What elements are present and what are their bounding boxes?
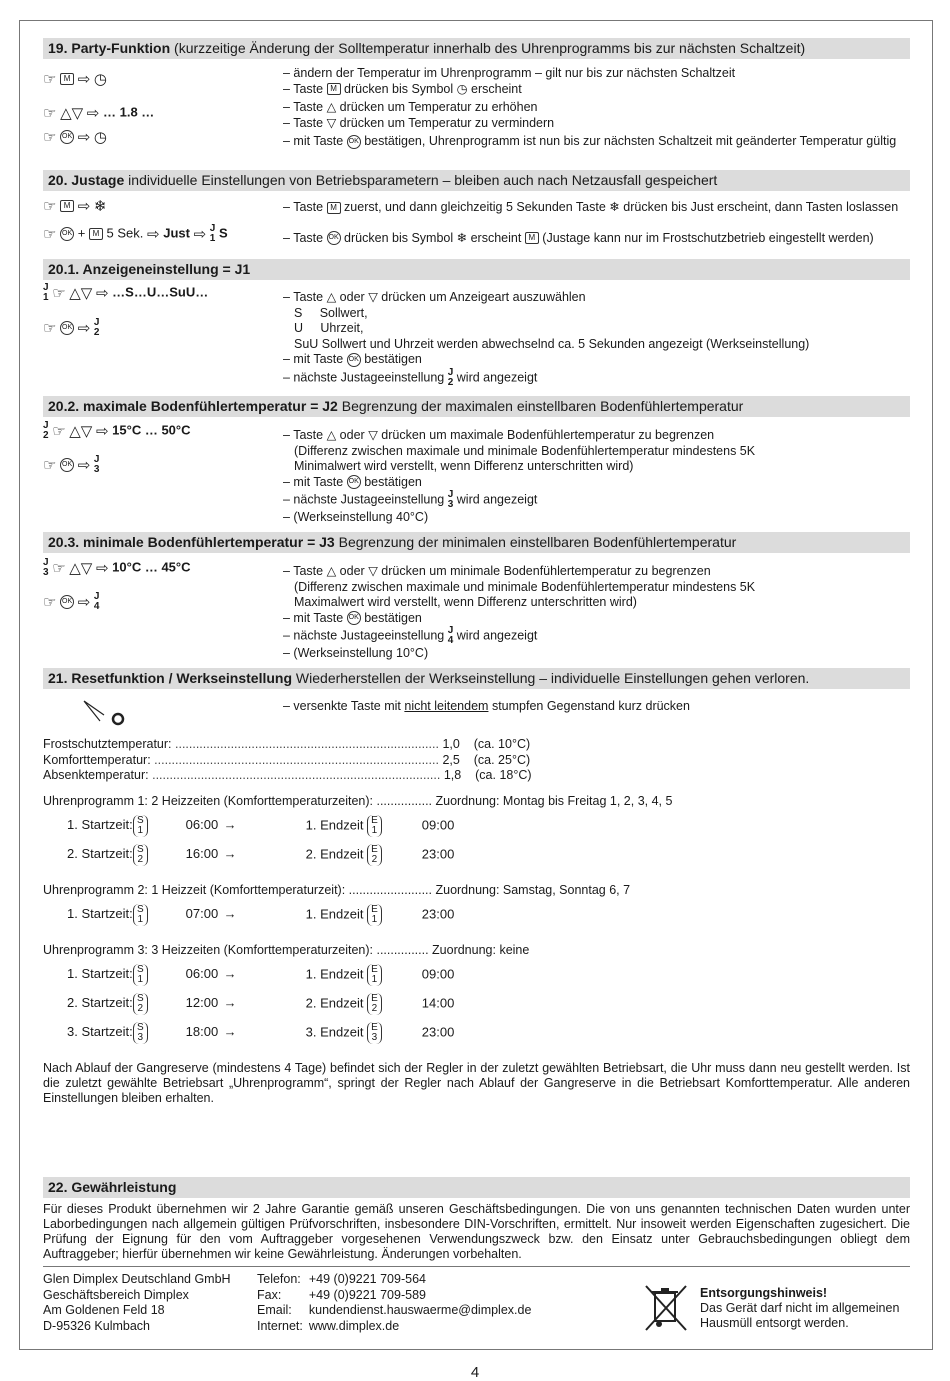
- s20-seq-1: [43, 197, 106, 215]
- clock-icon: ◷: [93, 129, 107, 146]
- start-symbol: S 1: [133, 964, 148, 986]
- temperature-row: Komforttemperatur: .................................................................................. 2,5 (ca. 25°C): [43, 752, 531, 767]
- disposal-note: Entsorgungshinweis! Das Gerät darf nicht im allgemeinen Hausmüll entsorgt werden.: [700, 1286, 900, 1330]
- default-temperatures: [43, 737, 532, 784]
- plus-key-icon: △: [326, 564, 337, 578]
- j2-indicator: J 2: [447, 366, 454, 388]
- time-row: 1. Startzeit: S 1 06:00 → 1. Endzeit E 1 09:00: [67, 815, 455, 836]
- ok-key-icon: OK: [347, 353, 361, 367]
- s201-desc: – Taste △ oder ▽ drücken um Anzeigeart auszuwählen S Sollwert, U Uhrzeit, SuU Sollwert und Uhrzeit werden abwechselnd ca. 5 Sekunden angezeigt (Werkseinstellung) – mit Taste OK bestätigen – nächste Justageeinstellung J 2 wird angezeigt: [283, 290, 810, 388]
- start-symbol: S 3: [133, 1022, 148, 1044]
- j2-indicator: J 2: [43, 420, 49, 441]
- m-key-icon: M: [327, 83, 341, 95]
- end-symbol: E 1: [367, 904, 382, 926]
- j1-indicator: J 1: [209, 223, 216, 244]
- arrow-right-icon: ⇨: [147, 226, 160, 243]
- section-20-2-header: 20.2. maximale Bodenfühlertemperatur = J2 Begrenzung der maximalen einstellbaren Bodenfühlertemperatur: [43, 396, 910, 417]
- j3-indicator: J 3: [93, 454, 100, 475]
- ok-key-icon: OK: [327, 231, 341, 245]
- j4-indicator: J 4: [93, 591, 100, 612]
- footer-divider: [43, 1266, 910, 1267]
- ok-key-icon: OK: [60, 130, 74, 144]
- section-20-header: 20. Justage individuelle Einstellungen von Betriebsparametern – bleiben auch nach Netzausfall gespeichert: [43, 170, 910, 191]
- arrow-right-icon: ⇨: [77, 129, 91, 146]
- ok-key-icon: OK: [60, 458, 74, 472]
- j3-indicator: J 3: [43, 557, 49, 578]
- page-number: 4: [470, 1364, 480, 1381]
- time-row: 1. Startzeit: S 1 06:00 → 1. Endzeit E 1 09:00: [67, 964, 455, 985]
- plus-key-icon: △: [326, 290, 337, 304]
- arrow-right-icon: ⇨: [95, 285, 109, 302]
- s20-desc: – Taste M zuerst, und dann gleichzeitig 5 Sekunden Taste ❄ drücken bis Just erscheint, dann Tasten loslassen – Taste OK drücken bis Symbol ❄ erscheint M (Justage kann nur im Frostschutzbetrieb eingestellt werden): [283, 200, 899, 245]
- hand-pointer-icon: ☞: [43, 226, 57, 243]
- j1-indicator: J 1: [43, 282, 49, 303]
- snowflake-icon: ❄: [456, 230, 468, 245]
- plus-minus-keys-icon: △▽: [69, 285, 93, 302]
- ok-key-icon: OK: [60, 321, 74, 335]
- section-22-header: 22. Gewährleistung: [43, 1177, 910, 1198]
- plus-minus-keys-icon: △▽: [60, 105, 84, 122]
- minus-key-icon: ▽: [368, 564, 378, 578]
- arrow-right-icon: ⇨: [95, 423, 109, 440]
- m-key-icon: M: [89, 228, 103, 240]
- arrow-icon: →: [223, 966, 237, 982]
- j4-indicator: J 4: [447, 625, 454, 646]
- hand-pointer-icon: ☞: [43, 71, 57, 88]
- arrow-right-icon: ⇨: [77, 594, 91, 611]
- section-21-header: 21. Resetfunktion / Werkseinstellung Wiederherstellen der Werkseinstellung – individuelle Einstellungen gehen verloren.: [43, 668, 910, 689]
- section-20-3-header: 20.3. minimale Bodenfühlertemperatur = J3 Begrenzung der minimalen einstellbaren Bodenfühlertemperatur: [43, 532, 910, 553]
- s19-seq-1: [43, 70, 107, 88]
- minus-key-icon: ▽: [326, 115, 337, 130]
- start-symbol: S 2: [133, 844, 148, 866]
- time-row: 3. Startzeit: S 3 18:00 → 3. Endzeit E 3 23:00: [67, 1022, 455, 1043]
- footer-address: Glen Dimplex Deutschland GmbH Geschäftsbereich Dimplex Am Goldenen Feld 18 D-95326 Kulmbach: [43, 1272, 231, 1333]
- reset-tool-icon: [80, 697, 130, 729]
- temperature-row: Absenktemperatur: ................................................................................... 1,8 (ca. 18°C): [43, 768, 532, 782]
- end-symbol: E 2: [367, 993, 382, 1015]
- m-key-icon: M: [60, 200, 74, 212]
- plus-key-icon: △: [326, 100, 337, 114]
- clock-icon: ◷: [93, 71, 107, 88]
- temperature-row: Frostschutztemperatur: ............................................................................ 1,0 (ca. 10°C): [43, 737, 531, 751]
- m-key-icon: M: [60, 73, 74, 85]
- ok-key-icon: OK: [347, 475, 361, 489]
- hand-pointer-icon: ☞: [52, 423, 66, 440]
- s202-seq-1: J 2 ☞ △▽ ⇨ 15°C … 50°C: [43, 420, 191, 441]
- snowflake-icon: ❄: [93, 198, 107, 215]
- m-key-icon: M: [525, 232, 539, 244]
- s201-seq-1: J 1 ☞ △▽ ⇨ …S…U…SuU…: [43, 282, 209, 303]
- hand-pointer-icon: ☞: [43, 105, 57, 122]
- email-link[interactable]: kundendienst.hauswaerme@dimplex.de: [308, 1303, 532, 1317]
- s203-seq-1: J 3 ☞ △▽ ⇨ 10°C … 45°C: [43, 557, 191, 578]
- hand-pointer-icon: ☞: [43, 457, 57, 474]
- end-symbol: E 2: [367, 844, 382, 866]
- footer-contact: Telefon: +49 (0)9221 709-564 Fax: +49 (0)9221 709-589 Email: kundendienst.hauswaerme@dimplex.de Internet: www.dimplex.de: [257, 1272, 537, 1334]
- arrow-right-icon: ⇨: [77, 71, 91, 88]
- hand-pointer-icon: ☞: [43, 594, 57, 611]
- program-1-head: Uhrenprogramm 1: 2 Heizzeiten (Komforttemperaturzeiten): ................ Zuordnung: Montag bis Freitag 1, 2, 3, 4, 5: [43, 794, 673, 808]
- time-row: 2. Startzeit: S 2 16:00 → 2. Endzeit E 2 23:00: [67, 844, 455, 865]
- s19-desc: – ändern der Temperatur im Uhrenprogramm – gilt nur bis zur nächsten Schaltzeit – Taste M drücken bis Symbol ◷ erscheint – Taste △ drücken um Temperatur zu erhöhen – Taste ▽ drücken um Temperatur zu vermindern – mit Taste OK bestätigen, Uhrenprogramm ist nun bis zur nächsten Schaltzeit mit geänderter Temperatur gültig: [283, 66, 897, 148]
- website-link[interactable]: www.dimplex.de: [308, 1318, 400, 1333]
- start-symbol: S 2: [133, 993, 148, 1015]
- snowflake-icon: ❄: [609, 200, 620, 214]
- start-symbol: S 1: [133, 904, 148, 926]
- arrow-icon: →: [223, 846, 237, 862]
- s202-seq-2: [43, 455, 99, 475]
- arrow-right-icon: ⇨: [193, 226, 207, 243]
- hand-pointer-icon: ☞: [52, 560, 66, 577]
- s203-seq-2: [43, 592, 99, 612]
- ok-key-icon: OK: [347, 135, 361, 149]
- section-19-header: 19. Party-Funktion (kurzzeitige Änderung der Solltemperatur innerhalb des Uhrenprogramms bis zur nächsten Schaltzeit): [43, 38, 910, 59]
- hand-pointer-icon: ☞: [52, 285, 66, 302]
- s202-desc: – Taste △ oder ▽ drücken um maximale Bodenfühlertemperatur zu begrenzen (Differenz zwischen maximale und minimale Bodenfühlertemperatur mindestens 5K Minimalwert wird verstellt, wenn Differenz unterschritten wird) – mit Taste OK bestätigen – nächste Justageeinstellung J 3 wird angezeigt – (Werkseinstellung 40°C): [283, 428, 756, 524]
- clock-icon: ◷: [456, 81, 468, 96]
- hand-pointer-icon: ☞: [43, 320, 57, 337]
- arrow-icon: →: [223, 817, 237, 833]
- s20-seq-2: ☞ OK + M 5 Sek. ⇨ Just ⇨ J 1 S: [43, 223, 228, 244]
- s203-desc: – Taste △ oder ▽ drücken um minimale Bodenfühlertemperatur zu begrenzen (Differenz zwischen maximale und minimale Bodenfühlertemperatur mindestens 5K Maximalwert wird verstellt, wenn Differenz unterschritten wird) – mit Taste OK bestätigen – nächste Justageeinstellung J 4 wird angezeigt – (Werkseinstellung 10°C): [283, 564, 756, 660]
- arrow-right-icon: ⇨: [77, 457, 91, 474]
- arrow-right-icon: ⇨: [77, 320, 91, 337]
- arrow-icon: →: [223, 995, 237, 1011]
- program-2-head: Uhrenprogramm 2: 1 Heizzeit (Komforttemperaturzeit): ........................ Zuordnung: Samstag, Sonntag 6, 7: [43, 883, 631, 897]
- arrow-right-icon: ⇨: [86, 105, 100, 122]
- plus-minus-keys-icon: △▽: [69, 560, 93, 577]
- minus-key-icon: ▽: [368, 290, 378, 304]
- time-row: 1. Startzeit: S 1 07:00 → 1. Endzeit E 1 23:00: [67, 904, 455, 925]
- s19-seq-3: [43, 128, 107, 146]
- start-symbol: S 1: [133, 815, 148, 837]
- ok-key-icon: OK: [60, 595, 74, 609]
- s201-seq-2: [43, 318, 99, 338]
- s21-note: Nach Ablauf der Gangreserve (mindestens 4 Tage) befindet sich der Regler in der zuletzt gewählten Betriebsart, die Uhr muss dann neu gestellt werden. Ist die zuletzt gewählte Betriebsart „Uhrenprogramm“, springt der Regler nach Ablauf der Gangreserve in die Betriebsart Komforttemperatur. Alle anderen Einstellungen bleiben erhalten.: [43, 1061, 910, 1105]
- time-row: 2. Startzeit: S 2 12:00 → 2. Endzeit E 2 14:00: [67, 993, 455, 1014]
- arrow-right-icon: ⇨: [95, 560, 109, 577]
- m-key-icon: M: [327, 202, 341, 214]
- program-3-head: Uhrenprogramm 3: 3 Heizzeiten (Komforttemperaturzeiten): ............... Zuordnung: keine: [43, 943, 530, 957]
- s19-seq-2: ☞ △▽ ⇨ … 1.8 …: [43, 104, 155, 122]
- plus-minus-keys-icon: △▽: [69, 423, 93, 440]
- end-symbol: E 3: [367, 1022, 382, 1044]
- end-symbol: E 1: [367, 815, 382, 837]
- s22-text: Für dieses Produkt übernehmen wir 2 Jahre Garantie gemäß unseren Geschäftsbedingungen. Die von uns genannten technischen Daten wurden unter Laborbedingungen nach allgemein gültigen Prüfvorschriften, insbesondere DIN-Vorschriften, ermittelt. Nur insoweit werden Eigenschaften zugesichert. Die Prüfung der Eignung für den vom Auftraggeber vorgesehenen Verwendungszweck bzw. den Einsatz unter Gebrauchsbedingungen obliegt dem Auftraggeber; hierfür übernehmen wir keine Gewährleistung. Änderungen vorbehalten.: [43, 1202, 910, 1261]
- hand-pointer-icon: ☞: [43, 198, 57, 215]
- crossed-bin-icon: [643, 1283, 689, 1333]
- ok-key-icon: OK: [347, 611, 361, 625]
- end-symbol: E 1: [367, 964, 382, 986]
- arrow-icon: →: [223, 906, 237, 922]
- j2-indicator: J 2: [93, 317, 100, 338]
- hand-pointer-icon: ☞: [43, 129, 57, 146]
- s21-desc: – versenkte Taste mit nicht leitendem stumpfen Gegenstand kurz drücken: [283, 699, 690, 713]
- ok-key-icon: OK: [60, 227, 74, 241]
- section-20-1-header: 20.1. Anzeigeneinstellung = J1: [43, 259, 910, 280]
- minus-key-icon: ▽: [368, 428, 378, 442]
- arrow-icon: →: [223, 1024, 237, 1040]
- plus-key-icon: △: [326, 428, 337, 442]
- j3-indicator: J 3: [447, 489, 454, 510]
- arrow-right-icon: ⇨: [77, 198, 91, 215]
